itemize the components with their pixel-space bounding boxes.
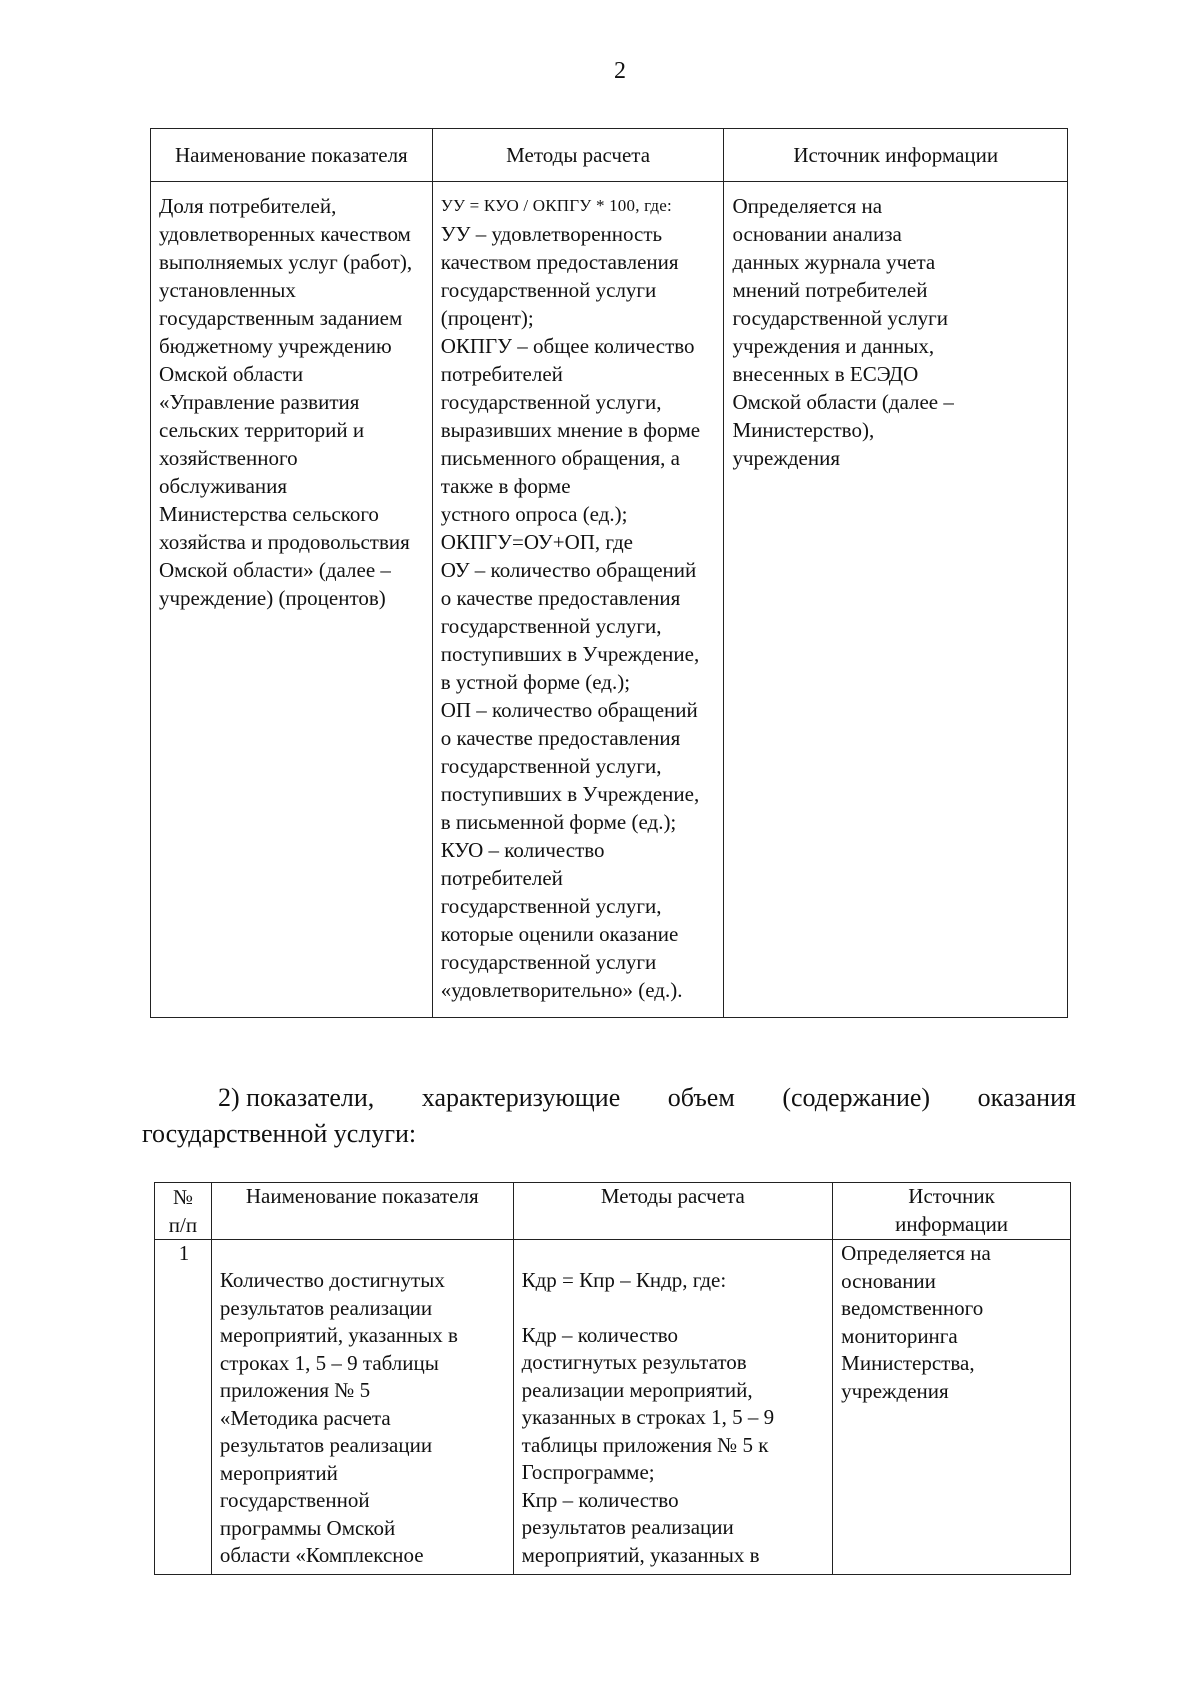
table-row [155,1240,1071,1575]
text-line: «удовлетворительно» (ед.). [440,978,683,1002]
text-line: потребителей [440,362,563,386]
text-line: основании [841,1268,936,1293]
text-line: государственной услуги [732,306,949,330]
method-cell [432,182,724,1018]
text-line: Количество достигнутых [219,1268,445,1292]
table-header-row [151,129,1068,182]
header-number [155,1183,212,1240]
text-line: которые оценили оказание [440,922,679,946]
header-source: Источник информации [724,129,1068,182]
text-line: в письменной форме (ед.); [440,810,677,834]
text-line: учреждения [732,446,841,470]
text-line: ОУ – количество обращений [440,558,697,582]
text-line: результатов реализации [521,1515,734,1539]
text-line: бюджетному учреждению [159,334,392,358]
indicator-cell [151,182,433,1018]
header-source-line2: информации [895,1211,1009,1236]
text-line: государственной услуги [440,950,657,974]
text-line: Омской области» (далее – [159,558,391,582]
text-line: ОКПГУ=ОУ+ОП, где [440,530,633,554]
text-line: ОП – количество обращений [440,698,698,722]
indicator-cell [211,1240,513,1575]
text-line: письменного обращения, а [440,446,680,470]
method-description [522,1322,827,1570]
header-source-line1: Источник [908,1184,995,1208]
text-line: государственной услуги, [440,614,662,638]
text-line: Омской области [159,362,304,386]
text-line: мониторинга [841,1323,958,1348]
text-line: реализации мероприятий, [521,1377,753,1402]
text-line: строках 1, 5 – 9 таблицы [219,1350,439,1375]
text-line: качеством предоставления [440,250,679,274]
table-row [151,182,1068,1018]
text-line: также в форме [440,474,571,498]
paragraph-word: (содержание) [782,1083,931,1112]
text-line: Определяется на [841,1241,991,1265]
text-line: «Управление развития [159,390,360,414]
text-line: внесенных в ЕСЭДО [732,362,919,386]
text-line: таблицы приложения № 5 к [521,1432,769,1457]
header-method: Методы расчета [513,1183,833,1240]
volume-indicators-table [154,1182,1071,1575]
text-line: выразивших мнение в форме [440,418,701,442]
text-line: Министерства, [841,1351,975,1375]
text-line: Министерство), [732,418,875,442]
text-line: государственной услуги, [440,390,662,414]
header-method: Методы расчета [432,129,724,182]
text-line: Кпр – количество [521,1487,679,1512]
section-paragraph [142,1080,1076,1152]
text-line: мероприятий [219,1460,338,1485]
text-line: потребителей [440,866,563,890]
header-indicator: Наименование показателя [151,129,433,182]
text-line: данных журнала учета [732,250,936,274]
text-line: установленных [159,278,296,302]
text-line: Доля потребителей, [159,194,337,218]
table-header-row [155,1183,1071,1240]
formula: УУ = КУО / ОКПГУ * 100, где: [440,196,672,215]
text-line: государственной услуги, [440,894,662,918]
text-line: достигнутых результатов [521,1350,747,1374]
text-line: «Методика расчета [219,1405,391,1430]
text-line: в устной форме (ед.); [440,670,631,694]
text-line: КУО – количество [440,838,605,862]
text-line: сельских территорий и [159,418,365,442]
text-line: государственной услуги [440,278,657,302]
text-line: указанных в строках 1, 5 – 9 [521,1405,775,1429]
text-line: Госпрограмме; [521,1460,655,1484]
paragraph-word: объем [667,1083,735,1112]
text-line: поступивших в Учреждение, [440,782,700,806]
text-line: ведомственного [841,1296,984,1320]
text-line: государственной услуги, [440,754,662,778]
row-number: 1 [155,1240,212,1575]
text-line: выполняемых услуг (работ), [159,250,413,274]
header-number-line1: № [172,1185,193,1209]
page-number: 2 [614,58,626,84]
text-line: области «Комплексное [219,1543,424,1567]
paragraph-line-2: государственной услуги: [142,1119,417,1148]
text-line: обслуживания [159,474,288,498]
text-line: государственным заданием [159,306,403,330]
text-line: удовлетворенных качеством [159,222,411,246]
text-line: хозяйства и продовольствия [159,530,410,554]
paragraph-line-1 [142,1080,1076,1116]
text-line: результатов реализации [219,1433,433,1457]
header-indicator: Наименование показателя [211,1183,513,1240]
source-cell [724,182,1068,1018]
text-line: о качестве предоставления [440,726,681,750]
text-line: Министерства сельского [159,502,379,526]
quality-indicators-table [150,128,1068,1018]
text-line: результатов реализации [219,1295,433,1320]
text-line: мнений потребителей [732,278,928,302]
text-line: учреждения и данных, [732,334,935,358]
text-line: Кдр – количество [521,1322,679,1347]
text-line: учреждение) (процентов) [159,586,386,610]
text-line: о качестве предоставления [440,586,681,610]
text-line: (процент); [440,306,534,330]
text-line: государственной [219,1488,370,1512]
text-line: УУ – удовлетворенность [440,222,663,246]
indicator-text [220,1267,507,1570]
text-line: Омской области (далее – [732,390,954,414]
text-line: поступивших в Учреждение, [440,642,700,666]
text-line: хозяйственного [159,446,298,470]
source-cell [833,1240,1071,1575]
text-line: мероприятий, указанных в [219,1323,458,1347]
paragraph-word: оказания [977,1083,1076,1112]
text-line: учреждения [841,1378,949,1403]
method-description [441,220,718,1004]
paragraph-word: характеризующие [421,1083,621,1112]
text-line: приложения № 5 [219,1378,371,1402]
text-line: Определяется на [732,194,883,218]
text-line: устного опроса (ед.); [440,502,628,526]
text-line: ОКПГУ – общее количество [440,334,695,358]
text-line: основании анализа [732,222,902,246]
paragraph-word: 2) показатели, [218,1083,375,1112]
method-cell [513,1240,833,1575]
text-line: программы Омской [219,1515,396,1540]
text-line: мероприятий, указанных в [521,1542,760,1567]
header-number-line2: п/п [168,1213,198,1237]
formula: Кдр = Кпр – Кндр, где: [521,1268,727,1292]
header-source [833,1183,1071,1240]
